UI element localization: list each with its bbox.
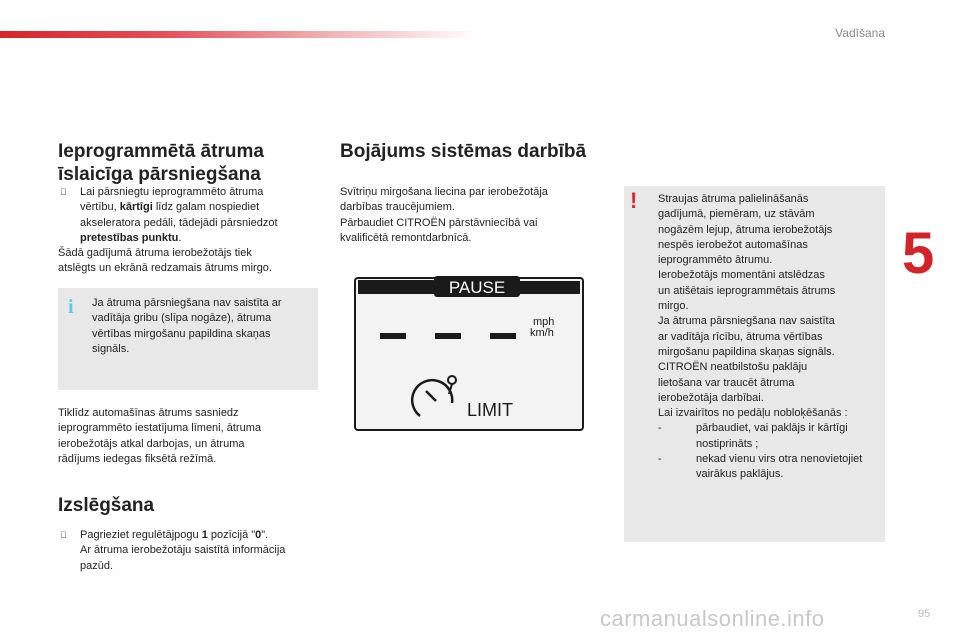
text-line: Ja ātruma pārsniegšana nav saistīta ar bbox=[92, 297, 282, 309]
text-line: darbības traucējumiem. bbox=[340, 201, 455, 214]
section-title: Vadīšana bbox=[835, 26, 885, 40]
text-span: Pagrieziet regulētājpogu bbox=[80, 529, 202, 541]
text-line: ierobežotājs atkal darbojas, un ātruma bbox=[58, 437, 245, 450]
text-line: nogāzēm lejup, ātruma ierobežotājs bbox=[658, 223, 833, 236]
text-line: Straujas ātruma palielināšanās bbox=[658, 193, 809, 205]
heading: Izslēgšana bbox=[58, 495, 155, 516]
text-line: Pārbaudiet CITROËN pārstāvniecībā vai bbox=[340, 216, 538, 229]
text-span: ". bbox=[261, 529, 269, 541]
text-line: mirgošanu papildina skaņas signāls. bbox=[658, 345, 835, 358]
text-line: CITROËN neatbilstošu paklāju bbox=[658, 361, 808, 374]
text-line: Lai izvairītos no pedāļu nobloķēšanās : bbox=[658, 407, 848, 420]
heading-line-2: īslaicīga pārsniegšana bbox=[58, 164, 261, 185]
text-line: vērtības mirgošanu papildina skaņas bbox=[92, 327, 271, 340]
text-span: vērtību, bbox=[80, 201, 120, 214]
chapter-number: 5 bbox=[902, 221, 935, 286]
info-icon: i bbox=[68, 296, 74, 318]
watermark: carmanualsonline.info bbox=[600, 606, 825, 631]
text-line bbox=[80, 200, 320, 215]
list-item bbox=[658, 421, 883, 452]
emphasis: kārtīgi bbox=[119, 201, 153, 214]
unit-kmh: km/h bbox=[530, 327, 554, 339]
text-line: Ar ātruma ierobežotāju saistītā informācija bbox=[80, 544, 286, 557]
limiter-display-illustration bbox=[350, 270, 590, 435]
text-line: un atišētais ieprogrammētais ātrums bbox=[658, 284, 836, 297]
text-line: gadījumā, piemēram, uz stāvām bbox=[658, 208, 815, 221]
text-line: vadītāja gribu (slīpa nogāze), ātruma bbox=[92, 312, 272, 325]
text-line: ieprogrammēto iestatījuma līmeni, ātruma bbox=[58, 422, 261, 435]
text-line: lietošana var traucēt ātruma bbox=[658, 376, 795, 389]
dash-1 bbox=[380, 333, 406, 339]
heading: Bojājums sistēmas darbībā bbox=[340, 141, 587, 162]
text-line: nekad vienu virs otra nenovietojiet bbox=[696, 453, 863, 466]
info-text bbox=[92, 296, 316, 357]
text-line: mirgo. bbox=[658, 300, 689, 313]
text-span: līdz galam nospiediet bbox=[152, 201, 260, 214]
emphasis: 1 bbox=[201, 529, 208, 541]
dash-2 bbox=[435, 333, 461, 339]
text-line bbox=[80, 528, 320, 543]
warning-text bbox=[658, 192, 883, 483]
text-line: nespēs ierobežot automašīnas bbox=[658, 238, 808, 251]
switch-off-heading bbox=[58, 494, 154, 517]
fault-heading bbox=[340, 140, 586, 163]
left-intro bbox=[58, 185, 320, 277]
square-bullet-icon bbox=[60, 185, 67, 200]
emphasis: 0 bbox=[255, 529, 262, 541]
dash-3 bbox=[490, 333, 516, 339]
emphasis: pretestības punktu bbox=[80, 231, 179, 244]
resume-paragraph bbox=[58, 406, 320, 467]
text-line: akseleratora pedāli, tādejādi pārsniedzot bbox=[80, 216, 278, 229]
switch-off-text bbox=[58, 528, 320, 574]
text-line: ieprogrammēto ātrumu. bbox=[658, 254, 773, 267]
heading-line-1: Ieprogrammētā ātruma bbox=[58, 141, 264, 162]
left-heading bbox=[58, 140, 320, 186]
text-line: nostiprināts ; bbox=[696, 437, 759, 450]
text-line: pārbaudiet, vai paklājs ir kārtīgi bbox=[696, 422, 848, 435]
pause-label: PAUSE bbox=[448, 278, 506, 297]
dash-marker: - bbox=[658, 453, 662, 466]
text-line: atslēgts un ekrānā redzamais ātrums mirgo. bbox=[58, 262, 272, 275]
limit-label: LIMIT bbox=[467, 400, 514, 420]
bullet-item bbox=[58, 528, 320, 574]
bullet-item bbox=[58, 185, 320, 246]
header-accent-bar bbox=[0, 31, 480, 38]
text-line: rādījums iedegas fiksētā režīmā. bbox=[58, 452, 217, 465]
text-line: kvalificētā remontdarbnīcā. bbox=[340, 231, 472, 244]
text-line: vairākus paklājus. bbox=[696, 468, 784, 481]
text-line: Tiklīdz automašīnas ātrums sasniedz bbox=[58, 407, 239, 419]
warning-exclamation-icon: ! bbox=[630, 188, 638, 213]
page-number: 95 bbox=[918, 608, 931, 620]
text-span: pozīcijā " bbox=[207, 529, 256, 541]
text-line: ierobežotāja darbībai. bbox=[658, 391, 764, 404]
text-line: Šādā gadījumā ātruma ierobežotājs tiek bbox=[58, 247, 252, 260]
dash-marker: - bbox=[658, 422, 662, 435]
text-line: signāls. bbox=[92, 342, 130, 355]
text-span: . bbox=[178, 231, 182, 244]
text-line: Ierobežotājs momentāni atslēdzas bbox=[658, 269, 825, 282]
fault-text bbox=[340, 185, 600, 246]
text-line bbox=[80, 231, 320, 246]
text-line: ar vadītāja rīcību, ātruma vērtības bbox=[658, 330, 823, 343]
list-item bbox=[658, 452, 883, 483]
square-bullet-icon bbox=[60, 528, 67, 543]
unit-mph: mph bbox=[533, 316, 555, 328]
text-line: pazūd. bbox=[80, 559, 114, 572]
text-line: Ja ātruma pārsniegšana nav saistīta bbox=[658, 315, 835, 328]
text-line: Svītriņu mirgošana liecina par ierobežotāja bbox=[340, 186, 548, 198]
text-line: Lai pārsniegtu ieprogrammēto ātruma bbox=[80, 186, 264, 198]
